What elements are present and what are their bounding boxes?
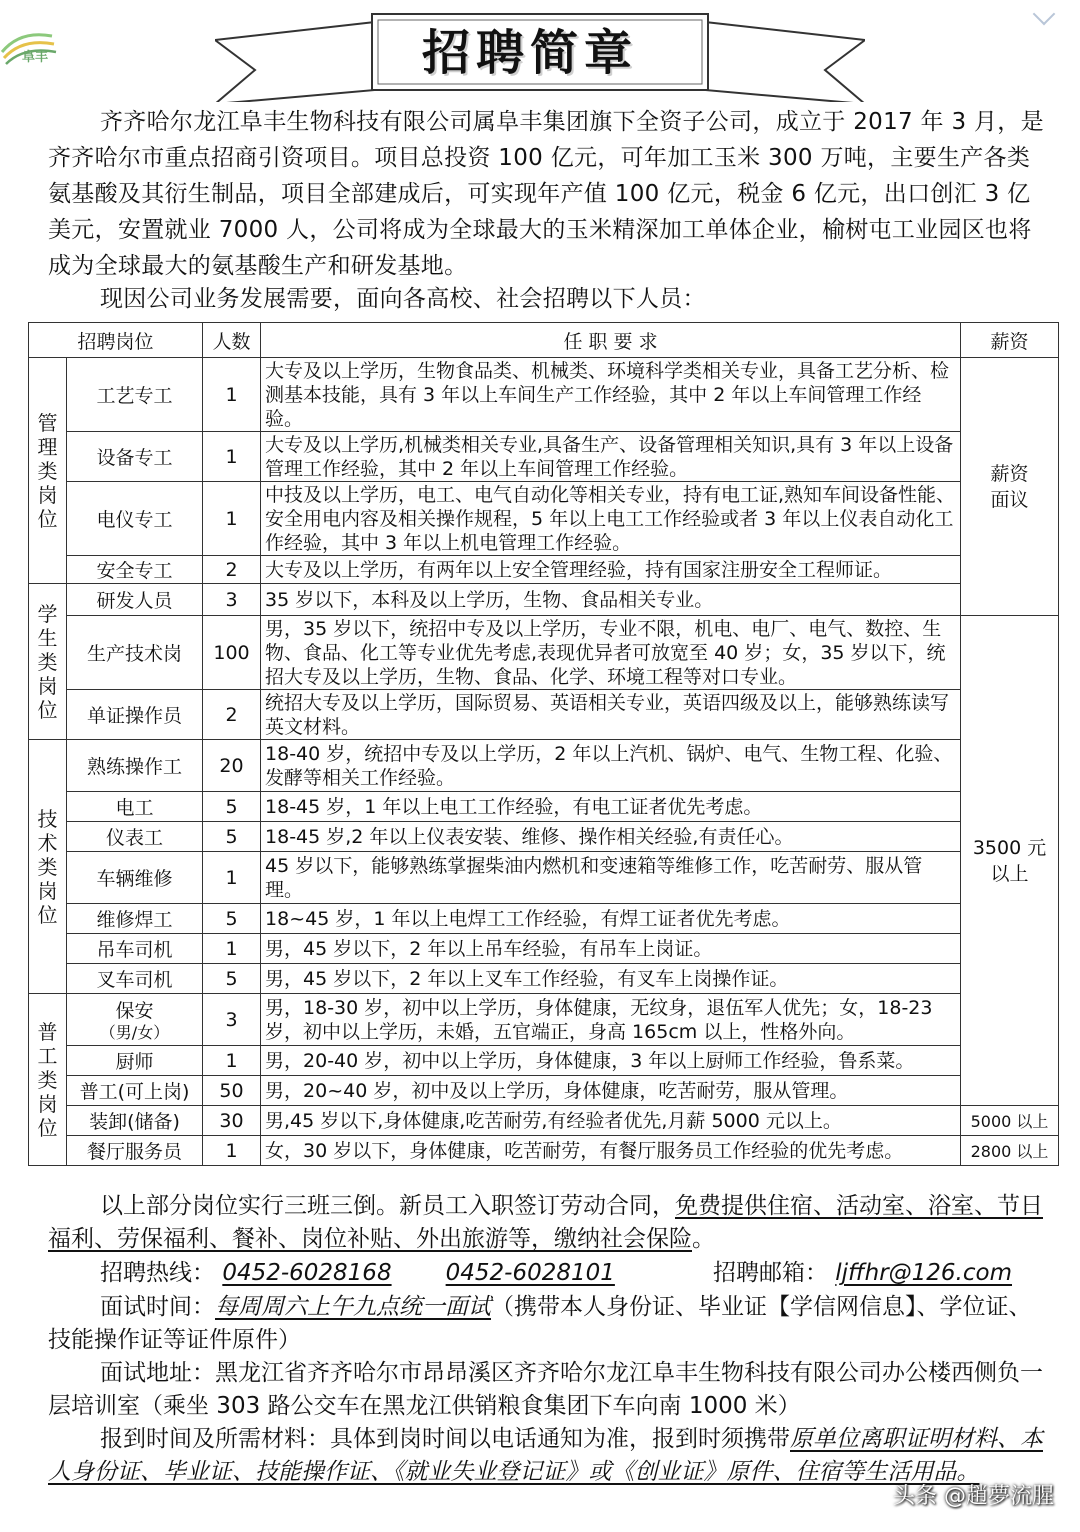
header-position: 招聘岗位 <box>29 323 203 358</box>
page-title: 招聘简章 <box>421 24 638 81</box>
requirement-cell: 大专及以上学历，有两年以上安全管理经验，持有国家注册安全工程师证。 <box>261 556 961 584</box>
requirement-cell: 18-40 岁，统招中专及以上学历，2 年以上汽机、锅炉、电气、生物工程、化验、发酵等相关工作经验。 <box>261 740 961 792</box>
requirement-cell: 男，18-30 岁，初中以上学历，身体健康，无纹身，退伍军人优先；女，18-23 岁，初中以上学历，未婚，五官端正，身高 165cm 以上，性格外向。 <box>261 994 961 1046</box>
table-row <box>29 964 1059 994</box>
count-cell: 5 <box>203 822 261 852</box>
table-row <box>29 690 1059 740</box>
position-cell: 吊车司机 <box>67 934 203 964</box>
requirement-cell: 男，20-40 岁，初中以上学历，身体健康，3 年以上厨师工作经验，鲁系菜。 <box>261 1046 961 1076</box>
count-cell: 1 <box>203 1046 261 1076</box>
interview-time-value: 每周周六上午九点统一面试 <box>215 1294 491 1320</box>
interview-place-value: 黑龙江省齐齐哈尔市昂昂溪区齐齐哈尔龙江阜丰生物科技有限公司办公楼西侧负一层培训室（乘坐 303 路公交车在黑龙江供销粮食集团下车向南 1000 米） <box>48 1360 1043 1419</box>
benefits-plain: 以上部分岗位实行三班三倒。新员工入职签订劳动合同， <box>100 1193 675 1219</box>
count-cell: 100 <box>203 616 261 690</box>
position-cell: 安全专工 <box>67 556 203 584</box>
salary-negotiable: 薪资面议 <box>961 358 1059 616</box>
phone-link-2[interactable]: 0452-6028101 <box>445 1260 615 1286</box>
requirement-cell: 男，20~40 岁，初中及以上学历，身体健康，吃苦耐劳，服从管理。 <box>261 1076 961 1106</box>
requirement-cell: 18-45 岁，1 年以上电工工作经验，有电工证者优先考虑。 <box>261 792 961 822</box>
count-cell: 1 <box>203 852 261 904</box>
table-row <box>29 994 1059 1046</box>
salary-2800: 2800 以上 <box>961 1136 1059 1166</box>
phone-link-1[interactable]: 0452-6028168 <box>222 1260 392 1286</box>
table-row <box>29 1076 1059 1106</box>
count-cell: 3 <box>203 584 261 616</box>
position-cell: 普工(可上岗) <box>67 1076 203 1106</box>
table-row <box>29 358 1059 432</box>
count-cell: 20 <box>203 740 261 792</box>
interview-time-note: （携带本人身份证、毕业证【学信网信息】、学位证、技能操作证等证件原件） <box>48 1294 1032 1353</box>
requirement-cell: 男,45 岁以下,身体健康,吃苦耐劳,有经验者优先,月薪 5000 元以上。 <box>261 1106 961 1136</box>
salary-3500: 3500 元以上 <box>961 616 1059 1106</box>
benefits-paragraph <box>48 1190 1044 1256</box>
count-cell: 1 <box>203 358 261 432</box>
count-cell: 1 <box>203 482 261 556</box>
count-cell: 5 <box>203 904 261 934</box>
contact-row <box>100 1257 1060 1290</box>
header-requirement: 任 职 要 求 <box>261 323 961 358</box>
count-cell: 2 <box>203 690 261 740</box>
position-cell <box>67 994 203 1046</box>
table-row <box>29 432 1059 482</box>
count-cell: 1 <box>203 934 261 964</box>
table-row <box>29 740 1059 792</box>
table-row <box>29 584 1059 616</box>
count-cell: 5 <box>203 792 261 822</box>
header-salary: 薪资 <box>961 323 1059 358</box>
table-row <box>29 822 1059 852</box>
category-management: 管理类岗位 <box>29 358 67 584</box>
category-technical: 技术类岗位 <box>29 740 67 994</box>
requirement-cell: 18~45 岁，1 年以上电焊工工作经验，有焊工证者优先考虑。 <box>261 904 961 934</box>
position-cell: 装卸(储备) <box>67 1106 203 1136</box>
position-cell: 维修焊工 <box>67 904 203 934</box>
report-plain: 具体到岗时间以电话通知为准，报到时须携带 <box>330 1426 790 1452</box>
salary-5000: 5000 以上 <box>961 1106 1059 1136</box>
table-row <box>29 616 1059 690</box>
header-count: 人数 <box>203 323 261 358</box>
table-row <box>29 904 1059 934</box>
requirement-cell: 35 岁以下，本科及以上学历，生物、食品相关专业。 <box>261 584 961 616</box>
count-cell: 1 <box>203 1136 261 1166</box>
requirement-cell: 统招大专及以上学历，国际贸易、英语相关专业，英语四级及以上，能够熟练读写英文材料。 <box>261 690 961 740</box>
count-cell: 1 <box>203 432 261 482</box>
requirement-cell: 女，30 岁以下，身体健康，吃苦耐劳，有餐厅服务员工作经验的优先考虑。 <box>261 1136 961 1166</box>
count-cell: 5 <box>203 964 261 994</box>
position-cell: 设备专工 <box>67 432 203 482</box>
jobs-table <box>28 322 1059 1166</box>
interview-place-label: 面试地址： <box>100 1360 215 1386</box>
count-cell: 3 <box>203 994 261 1046</box>
hotline-label: 招聘热线： <box>100 1260 215 1286</box>
table-row <box>29 792 1059 822</box>
category-student: 学生类岗位 <box>29 584 67 740</box>
position-cell: 研发人员 <box>67 584 203 616</box>
requirement-cell: 中技及以上学历，电工、电气自动化等相关专业，持有电工证,熟知车间设备性能、安全用电内容及相关操作规程，5 年以上电工工作经验或者 3 年以上仪表自动化工作经验，其中 3 年以上机电管理工作经验。 <box>261 482 961 556</box>
intro-paragraph: 齐齐哈尔龙江阜丰生物科技有限公司属阜丰集团旗下全资子公司，成立于 2017 年 3 月，是齐齐哈尔市重点招商引资项目。项目总投资 100 亿元，可年加工玉米 300 万吨，主要生产各类氨基酸及其衍生制品，项目全部建成后，可实现年产值 100 亿元，税金 6 亿元，出口创汇 3 亿美元，安置就业 7000 人，公司将成为全球最大的玉米精深加工单体企业，榆树屯工业园区也将成为全球最大的氨基酸生产和研发基地。 <box>48 109 1044 279</box>
report-materials: 原单位离职证明材料、本人身份证、毕业证、技能操作证、《就业失业登记证》或《创业证》原件、住宿等生活用品。 <box>48 1426 1043 1485</box>
logo-text: 阜丰 <box>22 50 49 65</box>
table-row <box>29 852 1059 904</box>
requirement-cell: 男，45 岁以下，2 年以上叉车工作经验，有叉车上岗操作证。 <box>261 964 961 994</box>
count-cell: 2 <box>203 556 261 584</box>
position-cell: 电仪专工 <box>67 482 203 556</box>
position-cell: 电工 <box>67 792 203 822</box>
requirement-cell: 18-45 岁,2 年以上仪表安装、维修、操作相关经验,有责任心。 <box>261 822 961 852</box>
position-cell: 车辆维修 <box>67 852 203 904</box>
table-row <box>29 556 1059 584</box>
position-sub: （男/女） <box>99 1023 170 1042</box>
category-general: 普工类岗位 <box>29 994 67 1166</box>
lead-paragraph: 现因公司业务发展需要，面向各高校、社会招聘以下人员： <box>100 286 706 312</box>
position-cell: 生产技术岗 <box>67 616 203 690</box>
requirement-cell: 男，35 岁以下，统招中专及以上学历，专业不限，机电、电厂、电气、数控、生物、食品、化工等专业优先考虑,表现优异者可放宽至 40 岁；女，35 岁以下，统招大专及以上学历，生物、食品、化学、环境工程等对口专业。 <box>261 616 961 690</box>
email-label: 招聘邮箱： <box>712 1260 828 1286</box>
chevron-down-icon <box>1033 3 1056 26</box>
position-cell: 工艺专工 <box>67 358 203 432</box>
benefits-underlined: 免费提供住宿、活动室、浴室、节日福利、劳保福利、餐补、岗位补贴、外出旅游等，缴纳社会保险 <box>48 1193 1043 1252</box>
interview-time-label: 面试时间： <box>100 1294 215 1320</box>
interview-time <box>48 1291 1044 1357</box>
position-name: 保安 <box>115 1000 154 1022</box>
count-cell: 30 <box>203 1106 261 1136</box>
table-row <box>29 1046 1059 1076</box>
position-cell: 厨师 <box>67 1046 203 1076</box>
table-header-row <box>29 323 1059 358</box>
position-cell: 仪表工 <box>67 822 203 852</box>
count-cell: 50 <box>203 1076 261 1106</box>
position-cell: 熟练操作工 <box>67 740 203 792</box>
table-row <box>29 482 1059 556</box>
requirement-cell: 大专及以上学历，生物食品类、机械类、环境科学类相关专业，具备工艺分析、检测基本技能，具有 3 年以上车间生产工作经验，其中 2 年以上车间管理工作经验。 <box>261 358 961 432</box>
requirement-cell: 45 岁以下，能够熟练掌握柴油内燃机和变速箱等维修工作，吃苦耐劳、服从管理。 <box>261 852 961 904</box>
table-row <box>29 1136 1059 1166</box>
table-row <box>29 934 1059 964</box>
position-cell: 单证操作员 <box>67 690 203 740</box>
position-cell: 餐厅服务员 <box>67 1136 203 1166</box>
benefits-end: 。 <box>692 1226 715 1252</box>
report-label: 报到时间及所需材料： <box>100 1426 330 1452</box>
position-cell: 叉车司机 <box>67 964 203 994</box>
table-row <box>29 1106 1059 1136</box>
watermark: 头条 @趙夢流腥 <box>893 1484 1054 1509</box>
email-link[interactable]: ljffhr@126.com <box>835 1260 1012 1286</box>
requirement-cell: 大专及以上学历,机械类相关专业,具备生产、设备管理相关知识,具有 3 年以上设备管理工作经验，其中 2 年以上车间管理工作经验。 <box>261 432 961 482</box>
requirement-cell: 男，45 岁以下，2 年以上吊车经验，有吊车上岗证。 <box>261 934 961 964</box>
interview-place <box>48 1357 1044 1423</box>
